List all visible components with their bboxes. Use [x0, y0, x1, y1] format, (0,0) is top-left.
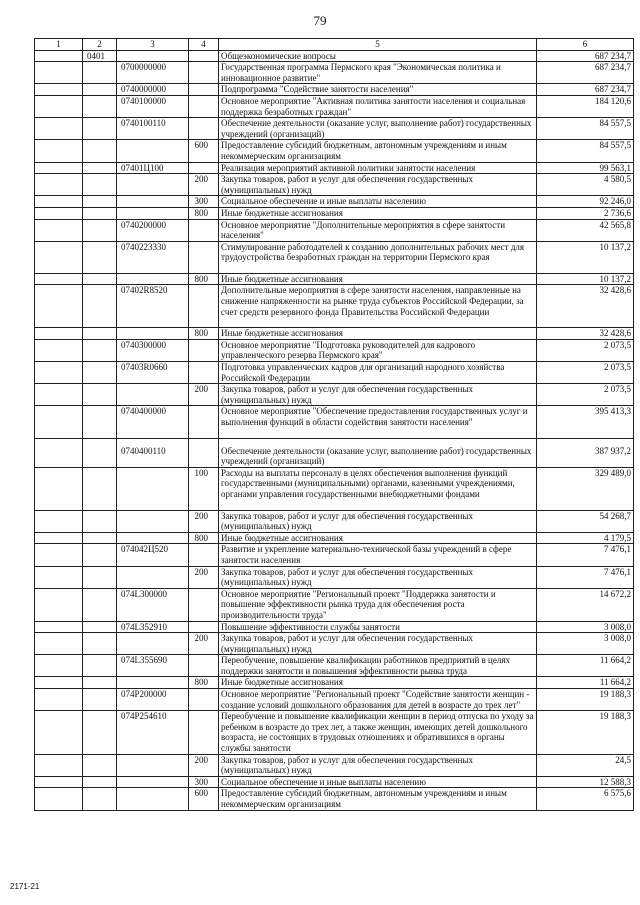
cell-target-article — [117, 677, 189, 689]
cell-code-section — [83, 162, 117, 174]
cell-col-1 — [35, 84, 83, 96]
cell-name: Подготовка управленческих кадров для организаций народного хозяйства Российской Федерации — [219, 362, 537, 384]
cell-amount: 387 937,2 — [537, 438, 634, 467]
cell-target-article — [117, 633, 189, 655]
table-row — [35, 219, 634, 241]
cell-target-article: 074L352910 — [117, 621, 189, 633]
cell-target-article — [117, 776, 189, 788]
cell-name: Основное мероприятие "Обеспечение предоставления государственных услуг и выполнения функций в области содействия занятости населения" — [219, 406, 537, 438]
cell-col-1 — [35, 689, 83, 711]
cell-amount: 99 563,1 — [537, 162, 634, 174]
cell-col-1 — [35, 438, 83, 467]
table-row — [35, 140, 634, 162]
table-row — [35, 384, 634, 406]
cell-name: Развитие и укрепление материально-технической базы учреждений в сфере занятости населения — [219, 544, 537, 566]
cell-expense-type — [189, 362, 219, 384]
cell-target-article: 0740300000 — [117, 339, 189, 361]
cell-code-section — [83, 510, 117, 532]
cell-amount: 7 476,1 — [537, 544, 634, 566]
cell-code-section — [83, 384, 117, 406]
cell-name: Общеэкономические вопросы — [219, 50, 537, 62]
cell-expense-type — [189, 162, 219, 174]
cell-amount: 32 428,6 — [537, 285, 634, 328]
cell-col-1 — [35, 544, 83, 566]
cell-target-article: 074L355690 — [117, 655, 189, 677]
cell-target-article — [117, 510, 189, 532]
cell-col-1 — [35, 118, 83, 140]
cell-amount: 32 428,6 — [537, 328, 634, 340]
cell-amount: 19 188,3 — [537, 711, 634, 754]
cell-name: Иные бюджетные ассигнования — [219, 328, 537, 340]
cell-target-article — [117, 196, 189, 208]
cell-code-section — [83, 633, 117, 655]
cell-name: Основное мероприятие "Дополнительные мероприятия в сфере занятости населения" — [219, 219, 537, 241]
cell-amount: 395 413,3 — [537, 406, 634, 438]
cell-code-section — [83, 219, 117, 241]
cell-name: Стимулирование работодателей к созданию дополнительных рабочих мест для трудоустройства безработных граждан на территории Пермского края — [219, 241, 537, 273]
cell-code-section — [83, 754, 117, 776]
cell-amount: 6 575,6 — [537, 788, 634, 810]
cell-name: Подпрограмма "Содействие занятости населения" — [219, 84, 537, 96]
cell-col-1 — [35, 566, 83, 588]
cell-expense-type: 200 — [189, 566, 219, 588]
cell-expense-type: 800 — [189, 207, 219, 219]
cell-expense-type — [189, 438, 219, 467]
cell-col-1 — [35, 384, 83, 406]
cell-amount: 14 672,2 — [537, 588, 634, 621]
cell-code-section — [83, 84, 117, 96]
cell-col-1 — [35, 621, 83, 633]
cell-expense-type — [189, 241, 219, 273]
cell-expense-type: 600 — [189, 788, 219, 810]
cell-expense-type — [189, 285, 219, 328]
cell-amount: 12 588,3 — [537, 776, 634, 788]
cell-name: Основное мероприятие "Региональный проект "Содействие занятости женщин - создание условий дошкольного образования для детей в возрасте до трех лет" — [219, 689, 537, 711]
cell-col-1 — [35, 339, 83, 361]
cell-amount: 92 246,0 — [537, 196, 634, 208]
table-row — [35, 566, 634, 588]
cell-target-article: 0740100000 — [117, 95, 189, 117]
cell-target-article — [117, 532, 189, 544]
cell-code-section — [83, 621, 117, 633]
cell-target-article — [117, 754, 189, 776]
table-row — [35, 406, 634, 438]
cell-code-section — [83, 677, 117, 689]
cell-expense-type — [189, 84, 219, 96]
cell-col-1 — [35, 285, 83, 328]
cell-amount: 24,5 — [537, 754, 634, 776]
cell-expense-type: 600 — [189, 140, 219, 162]
cell-target-article: 0740223330 — [117, 241, 189, 273]
cell-target-article — [117, 273, 189, 285]
table-row — [35, 689, 634, 711]
cell-target-article — [117, 328, 189, 340]
table-row — [35, 362, 634, 384]
cell-col-1 — [35, 406, 83, 438]
cell-expense-type — [189, 95, 219, 117]
cell-expense-type — [189, 50, 219, 62]
cell-target-article — [117, 174, 189, 196]
header-col-2: 2 — [83, 39, 117, 51]
cell-target-article — [117, 207, 189, 219]
cell-target-article: 074L300000 — [117, 588, 189, 621]
cell-amount: 3 008,0 — [537, 633, 634, 655]
header-col-6: 6 — [537, 39, 634, 51]
cell-code-section — [83, 655, 117, 677]
cell-col-1 — [35, 328, 83, 340]
cell-amount: 84 557,5 — [537, 140, 634, 162]
cell-code-section — [83, 544, 117, 566]
cell-expense-type — [189, 339, 219, 361]
cell-name: Обеспечение деятельности (оказание услуг, выполнение работ) государственных учреждений (организаций) — [219, 118, 537, 140]
table-row — [35, 532, 634, 544]
table-row — [35, 588, 634, 621]
cell-amount: 11 664,2 — [537, 655, 634, 677]
table-row — [35, 62, 634, 84]
cell-name: Закупка товаров, работ и услуг для обеспечения государственных (муниципальных) нужд — [219, 174, 537, 196]
cell-amount: 7 476,1 — [537, 566, 634, 588]
cell-col-1 — [35, 711, 83, 754]
cell-name: Социальное обеспечение и иные выплаты населению — [219, 776, 537, 788]
header-col-4: 4 — [189, 39, 219, 51]
cell-expense-type: 300 — [189, 196, 219, 208]
cell-target-article — [117, 788, 189, 810]
cell-amount: 54 268,7 — [537, 510, 634, 532]
cell-col-1 — [35, 655, 83, 677]
cell-expense-type: 200 — [189, 174, 219, 196]
cell-name: Иные бюджетные ассигнования — [219, 273, 537, 285]
cell-name: Переобучение, повышение квалификации работников предприятий в целях поддержки занятости и повышения эффективности рынка труда — [219, 655, 537, 677]
table-body — [35, 50, 634, 810]
cell-expense-type — [189, 406, 219, 438]
cell-expense-type: 200 — [189, 384, 219, 406]
cell-target-article: 0740200000 — [117, 219, 189, 241]
table-row — [35, 467, 634, 510]
cell-name: Закупка товаров, работ и услуг для обеспечения государственных (муниципальных) нужд — [219, 510, 537, 532]
cell-amount: 687 234,7 — [537, 62, 634, 84]
cell-code-section — [83, 406, 117, 438]
table-row — [35, 544, 634, 566]
cell-name: Расходы на выплаты персоналу в целях обеспечения выполнения функций государственными (муниципальными) органами, казенными учреждениями, органами управления государственными внебюджетными фондами — [219, 467, 537, 510]
table-row — [35, 196, 634, 208]
cell-col-1 — [35, 50, 83, 62]
cell-amount: 329 489,0 — [537, 467, 634, 510]
cell-target-article — [117, 50, 189, 62]
header-row — [35, 39, 634, 51]
cell-code-section — [83, 285, 117, 328]
cell-col-1 — [35, 196, 83, 208]
cell-expense-type: 800 — [189, 328, 219, 340]
cell-expense-type — [189, 62, 219, 84]
cell-amount: 4 179,5 — [537, 532, 634, 544]
cell-name: Дополнительные мероприятия в сфере занятости населения, направленные на снижение напряженности на рынке труда субъектов Российской Федерации, за счет средств резервного фонда Правительства Российской Федерации — [219, 285, 537, 328]
cell-code-section — [83, 788, 117, 810]
cell-name: Социальное обеспечение и иные выплаты населению — [219, 196, 537, 208]
cell-target-article: 0740400110 — [117, 438, 189, 467]
cell-expense-type — [189, 588, 219, 621]
table-row — [35, 95, 634, 117]
cell-col-1 — [35, 62, 83, 84]
cell-expense-type — [189, 118, 219, 140]
cell-code-section — [83, 196, 117, 208]
cell-target-article — [117, 467, 189, 510]
cell-col-1 — [35, 588, 83, 621]
table-row — [35, 339, 634, 361]
cell-code-section — [83, 339, 117, 361]
cell-code-section — [83, 174, 117, 196]
cell-name: Государственная программа Пермского края "Экономическая политика и инновационное развитие" — [219, 62, 537, 84]
footer-code: 2171-21 — [10, 882, 40, 891]
cell-amount: 687 234,7 — [537, 50, 634, 62]
cell-name: Закупка товаров, работ и услуг для обеспечения государственных (муниципальных) нужд — [219, 633, 537, 655]
cell-expense-type: 100 — [189, 467, 219, 510]
cell-expense-type: 800 — [189, 532, 219, 544]
cell-amount: 2 736,6 — [537, 207, 634, 219]
cell-code-section — [83, 118, 117, 140]
cell-target-article: 0700000000 — [117, 62, 189, 84]
table-row — [35, 621, 634, 633]
cell-code-section — [83, 95, 117, 117]
cell-col-1 — [35, 95, 83, 117]
cell-target-article: 07403R0660 — [117, 362, 189, 384]
cell-name: Основное мероприятие "Подготовка руководителей для кадрового управленческого резерва Пермского края" — [219, 339, 537, 361]
table-row — [35, 788, 634, 810]
cell-amount: 42 565,8 — [537, 219, 634, 241]
cell-amount: 2 073,5 — [537, 339, 634, 361]
cell-col-1 — [35, 776, 83, 788]
cell-code-section — [83, 689, 117, 711]
cell-col-1 — [35, 207, 83, 219]
cell-expense-type — [189, 689, 219, 711]
header-col-5: 5 — [219, 39, 537, 51]
table-row — [35, 438, 634, 467]
cell-expense-type — [189, 711, 219, 754]
cell-amount: 2 073,5 — [537, 384, 634, 406]
table-row — [35, 776, 634, 788]
cell-name: Переобучение и повышение квалификации женщин в период отпуска по уходу за ребенком в возрасте до трех лет, а также женщин, имеющих детей дошкольного возраста, не состоящих в трудовых отношениях и обратившихся в органы службы занятости — [219, 711, 537, 754]
cell-target-article: 07402R8520 — [117, 285, 189, 328]
table-row — [35, 655, 634, 677]
cell-target-article: 074P254610 — [117, 711, 189, 754]
table-row — [35, 285, 634, 328]
cell-code-section — [83, 467, 117, 510]
table-row — [35, 162, 634, 174]
cell-col-1 — [35, 140, 83, 162]
cell-code-section — [83, 140, 117, 162]
cell-name: Реализация мероприятий активной политики занятости населения — [219, 162, 537, 174]
cell-code-section — [83, 273, 117, 285]
cell-name: Основное мероприятие "Региональный проект "Поддержка занятости и повышение эффективности рынка труда для обеспечения роста производительности труда" — [219, 588, 537, 621]
cell-code-section — [83, 566, 117, 588]
cell-amount: 2 073,5 — [537, 362, 634, 384]
cell-col-1 — [35, 510, 83, 532]
header-col-1: 1 — [35, 39, 83, 51]
cell-name: Предоставление субсидий бюджетным, автономным учреждениям и иным некоммерческим организациям — [219, 788, 537, 810]
cell-expense-type: 300 — [189, 776, 219, 788]
table-row — [35, 677, 634, 689]
cell-col-1 — [35, 174, 83, 196]
cell-code-section — [83, 588, 117, 621]
cell-code-section — [83, 711, 117, 754]
table-row — [35, 273, 634, 285]
cell-amount: 3 008,0 — [537, 621, 634, 633]
cell-col-1 — [35, 754, 83, 776]
cell-expense-type — [189, 544, 219, 566]
cell-amount: 4 580,5 — [537, 174, 634, 196]
cell-name: Иные бюджетные ассигнования — [219, 207, 537, 219]
header-col-3: 3 — [117, 39, 189, 51]
budget-table — [34, 38, 634, 811]
cell-amount: 84 557,5 — [537, 118, 634, 140]
cell-code-section — [83, 328, 117, 340]
cell-amount: 184 120,6 — [537, 95, 634, 117]
cell-target-article: 074042Ц520 — [117, 544, 189, 566]
cell-col-1 — [35, 677, 83, 689]
cell-expense-type: 800 — [189, 677, 219, 689]
table-row — [35, 84, 634, 96]
cell-name: Обеспечение деятельности (оказание услуг, выполнение работ) государственных учреждений (организаций) — [219, 438, 537, 467]
cell-expense-type: 200 — [189, 510, 219, 532]
cell-name: Закупка товаров, работ и услуг для обеспечения государственных (муниципальных) нужд — [219, 754, 537, 776]
cell-target-article — [117, 140, 189, 162]
cell-amount: 10 137,2 — [537, 273, 634, 285]
cell-name: Закупка товаров, работ и услуг для обеспечения государственных (муниципальных) нужд — [219, 566, 537, 588]
table-row — [35, 241, 634, 273]
cell-target-article: 0740400000 — [117, 406, 189, 438]
table-row — [35, 328, 634, 340]
cell-name: Основное мероприятие "Активная политика занятости населения и социальная поддержка безработных граждан" — [219, 95, 537, 117]
cell-code-section — [83, 207, 117, 219]
cell-name: Повышение эффективности службы занятости — [219, 621, 537, 633]
cell-target-article: 0740000000 — [117, 84, 189, 96]
table-row — [35, 174, 634, 196]
cell-name: Закупка товаров, работ и услуг для обеспечения государственных (муниципальных) нужд — [219, 384, 537, 406]
cell-amount: 10 137,2 — [537, 241, 634, 273]
cell-name: Иные бюджетные ассигнования — [219, 532, 537, 544]
table-row — [35, 711, 634, 754]
cell-code-section: 0401 — [83, 50, 117, 62]
table-row — [35, 207, 634, 219]
cell-col-1 — [35, 162, 83, 174]
cell-col-1 — [35, 467, 83, 510]
table-row — [35, 510, 634, 532]
cell-expense-type: 200 — [189, 754, 219, 776]
cell-expense-type — [189, 219, 219, 241]
cell-target-article: 07401Ц100 — [117, 162, 189, 174]
cell-target-article — [117, 384, 189, 406]
cell-target-article: 0740100110 — [117, 118, 189, 140]
table-row — [35, 118, 634, 140]
cell-target-article: 074P200000 — [117, 689, 189, 711]
cell-amount: 687 234,7 — [537, 84, 634, 96]
cell-amount: 19 188,3 — [537, 689, 634, 711]
cell-expense-type: 800 — [189, 273, 219, 285]
page-number: 79 — [313, 13, 327, 28]
cell-col-1 — [35, 219, 83, 241]
cell-col-1 — [35, 241, 83, 273]
cell-code-section — [83, 532, 117, 544]
cell-name: Иные бюджетные ассигнования — [219, 677, 537, 689]
cell-col-1 — [35, 362, 83, 384]
cell-code-section — [83, 776, 117, 788]
cell-expense-type: 200 — [189, 633, 219, 655]
cell-amount: 11 664,2 — [537, 677, 634, 689]
cell-expense-type — [189, 655, 219, 677]
cell-code-section — [83, 62, 117, 84]
table-row — [35, 50, 634, 62]
cell-expense-type — [189, 621, 219, 633]
cell-code-section — [83, 438, 117, 467]
cell-code-section — [83, 241, 117, 273]
cell-name: Предоставление субсидий бюджетным, автономным учреждениям и иным некоммерческим организациям — [219, 140, 537, 162]
cell-col-1 — [35, 633, 83, 655]
cell-code-section — [83, 362, 117, 384]
cell-col-1 — [35, 532, 83, 544]
cell-col-1 — [35, 273, 83, 285]
table-row — [35, 754, 634, 776]
cell-col-1 — [35, 788, 83, 810]
table-row — [35, 633, 634, 655]
cell-target-article — [117, 566, 189, 588]
